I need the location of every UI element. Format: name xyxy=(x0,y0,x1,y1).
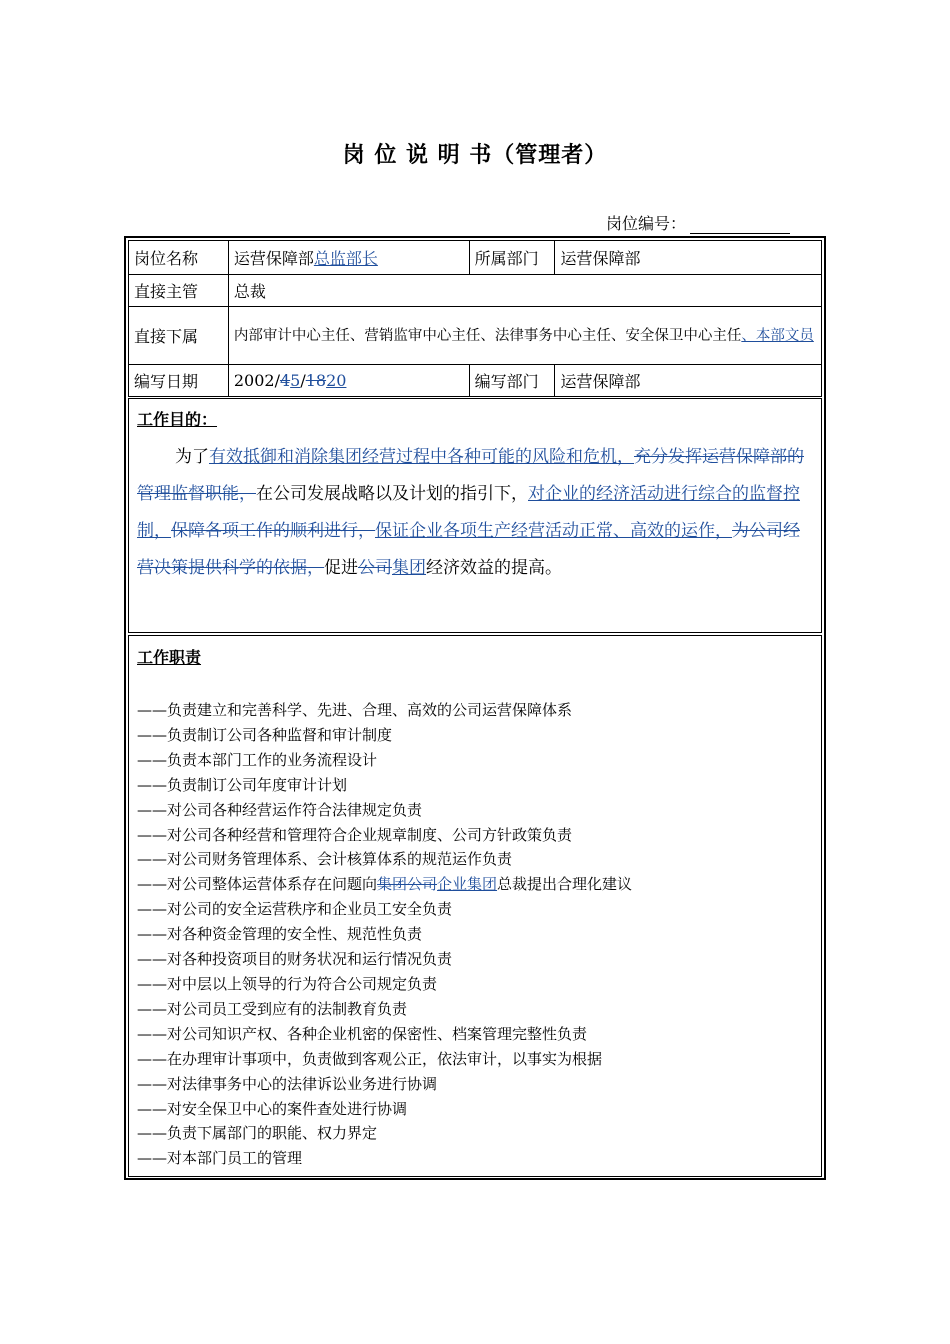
work-purpose-text: 为了有效抵御和消除集团经营过程中各种可能的风险和危机，充分发挥运营保障部的管理监督职能，在公司发展战略以及计划的指引下，对企业的经济活动进行综合的监督控制，保障各项工作的顺利进行，保证企业各项生产经营活动正常、高效的运作，为公司经营决策提供科学的依据，促进公司集团经济效益的提高。 xyxy=(137,447,804,578)
department-value: 运营保障部 xyxy=(555,241,822,275)
page-title: 岗 位 说 明 书（管理者） xyxy=(342,142,608,168)
list-item: ——负责本部门工作的业务流程设计 xyxy=(137,750,378,769)
position-info-table xyxy=(128,240,822,397)
work-purpose-heading: 工作目的： xyxy=(137,410,218,429)
author-dept-label: 编写部门 xyxy=(469,365,555,397)
department-label: 所属部门 xyxy=(469,241,555,275)
position-name-value: 运营保障部总监部长 xyxy=(228,241,469,275)
list-item: ——对公司员工受到应有的法制教育负责 xyxy=(137,999,408,1018)
table-row xyxy=(129,365,822,397)
position-code-row xyxy=(606,211,790,234)
list-item: ——对各种资金管理的安全性、规范性负责 xyxy=(137,925,423,944)
position-code-label: 岗位编号： xyxy=(606,214,687,233)
table-row xyxy=(129,307,822,365)
table-row xyxy=(129,241,822,275)
supervisor-label: 直接主管 xyxy=(129,275,229,307)
list-item: ——对安全保卫中心的案件查处进行协调 xyxy=(137,1099,408,1118)
list-item: ——对公司各种经营和管理符合企业规章制度、公司方针政策负责 xyxy=(137,825,573,844)
work-purpose-section xyxy=(128,398,822,633)
list-item: ——对公司知识产权、各种企业机密的保密性、档案管理完整性负责 xyxy=(137,1024,588,1043)
list-item: ——对公司整体运营体系存在问题向集团公司企业集团总裁提出合理化建议 xyxy=(137,875,633,894)
list-item: ——对公司各种经营运作符合法律规定负责 xyxy=(137,800,423,819)
position-name-label: 岗位名称 xyxy=(129,241,229,275)
date-value: 2002/45/1820 xyxy=(228,365,469,397)
work-duties-heading: 工作职责 xyxy=(137,648,202,667)
list-item: ——对中层以上领导的行为符合公司规定负责 xyxy=(137,974,438,993)
list-item: ——对各种投资项目的财务状况和运行情况负责 xyxy=(137,950,453,969)
inserted-text: 、本部文员 xyxy=(741,327,814,344)
supervisor-value: 总裁 xyxy=(228,275,821,307)
list-item: ——负责制订公司年度审计计划 xyxy=(137,775,348,794)
list-item: ——负责制订公司各种监督和审计制度 xyxy=(137,725,393,744)
list-item: ——对公司的安全运营秩序和企业员工安全负责 xyxy=(137,900,453,919)
duty-list xyxy=(137,698,813,1171)
list-item: ——负责下属部门的职能、权力界定 xyxy=(137,1124,378,1143)
inserted-text: 总监部长 xyxy=(313,249,378,268)
work-duties-section xyxy=(128,635,822,1177)
list-item: ——对法律事务中心的法律诉讼业务进行协调 xyxy=(137,1074,438,1093)
table-row xyxy=(129,275,822,307)
list-item: ——对公司财务管理体系、会计核算体系的规范运作负责 xyxy=(137,850,513,869)
list-item: ——对本部门员工的管理 xyxy=(137,1149,303,1168)
date-label: 编写日期 xyxy=(129,365,229,397)
subordinate-label: 直接下属 xyxy=(129,307,229,365)
author-dept-value: 运营保障部 xyxy=(555,365,822,397)
position-code-field[interactable] xyxy=(690,217,790,234)
subordinate-value: 内部审计中心主任、营销监审中心主任、法律事务中心主任、安全保卫中心主任、本部文员 xyxy=(228,307,821,365)
list-item: ——负责建立和完善科学、先进、合理、高效的公司运营保障体系 xyxy=(137,701,573,719)
list-item: ——在办理审计事项中，负责做到客观公正，依法审计，以事实为根据 xyxy=(137,1049,603,1068)
